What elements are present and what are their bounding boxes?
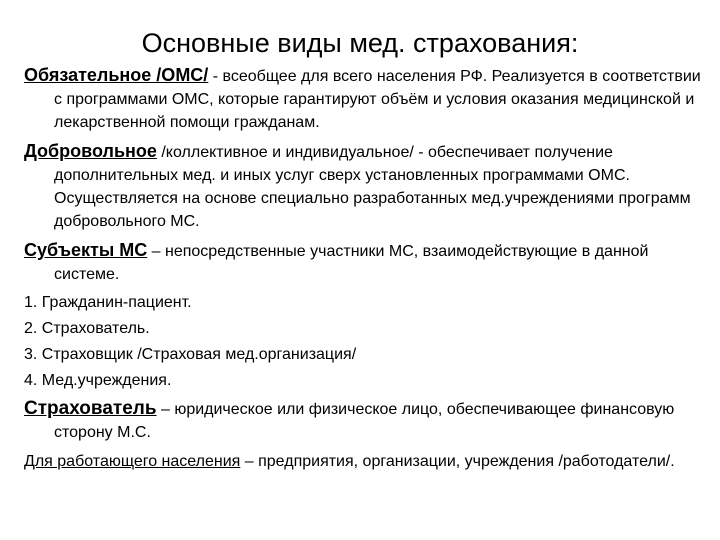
heading-employed: Для работающего населения: [24, 453, 241, 470]
paragraph-voluntary: [24, 140, 704, 233]
list-item-3: 3. Страховщик /Страховая мед.организация/: [24, 346, 357, 363]
text-subjects: – непосредственные участники МС, взаимодействующие в данной системе.: [54, 243, 649, 283]
heading-subjects: Субъекты МС: [24, 240, 148, 260]
heading-oms: Обязательное /ОМС/: [24, 65, 209, 85]
slide-title: Основные виды мед. страхования:: [141, 28, 579, 58]
paragraph-subjects: [24, 239, 704, 286]
list-item-4: 4. Мед.учреждения.: [24, 372, 172, 389]
text-voluntary: /коллективное и индивидуальное/ - обеспечивает получение дополнительных мед. и иных услуг сверх установленных программами ОМС. Осуществляется на основе специально разработанных мед.учреждениями программ добровольного МС.: [54, 144, 691, 230]
heading-voluntary: Добровольное: [24, 141, 157, 161]
paragraph-employed: [24, 450, 704, 473]
heading-insurer: Страхователь: [24, 398, 157, 419]
paragraph-insurer: [24, 397, 704, 444]
paragraph-oms: [24, 64, 704, 134]
slide-body: [24, 64, 704, 473]
list-item-2: 2. Страхователь.: [24, 320, 150, 337]
list-item-1: 1. Гражданин-пациент.: [24, 294, 192, 311]
text-employed: – предприятия, организации, учреждения /работодатели/.: [240, 453, 675, 470]
text-insurer: – юридическое или физическое лицо, обеспечивающее финансовую сторону М.С.: [54, 401, 675, 441]
text-oms: - всеобщее для всего населения РФ. Реализуется в соответствии с программами ОМС, которые гарантируют объём и условия оказания медицинской и лекарственной помощи гражданам.: [54, 68, 701, 131]
